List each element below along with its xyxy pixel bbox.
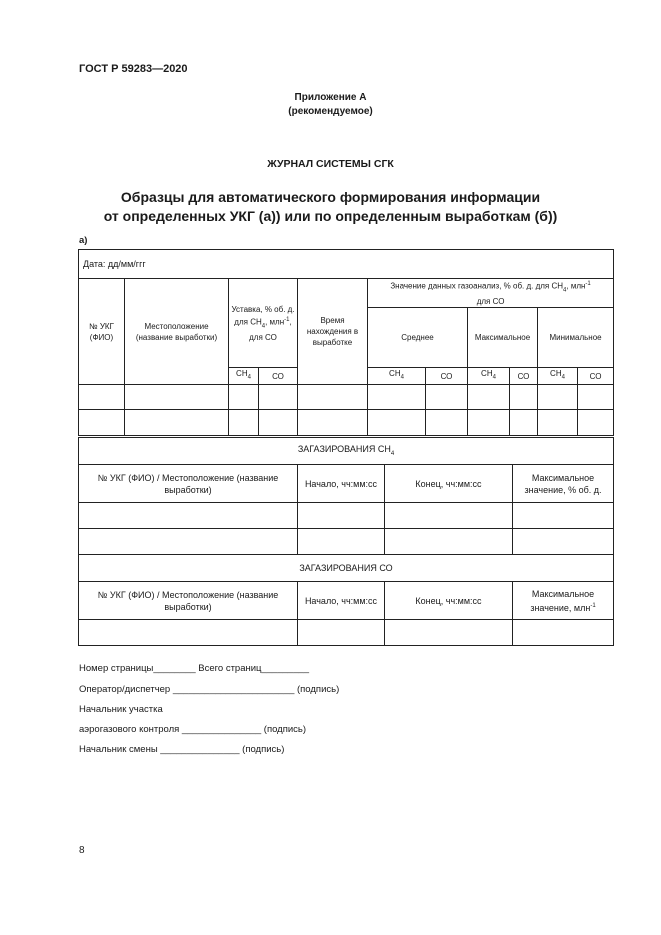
ch4-gassing-table xyxy=(78,437,614,555)
col-max: Максимальное xyxy=(468,308,538,368)
sub-co: СО xyxy=(578,368,614,385)
sub-co: СО xyxy=(259,368,298,385)
sub-ch4: $CH_4$ xyxy=(368,368,426,385)
section-label: а) xyxy=(79,235,88,246)
col-end: Конец, чч:мм:сс xyxy=(385,582,513,620)
standard-number: ГОСТ Р 59283—2020 xyxy=(79,63,188,75)
col-max-value: Максимальное значение, млн$^{-1}$ xyxy=(513,582,614,620)
col-setpoint: Уставка, % об. д. для $CH_4$, млн$^{-1}$, для СО xyxy=(229,279,298,368)
col-min: Минимальное xyxy=(538,308,614,368)
sub-ch4: $CH_4$ xyxy=(468,368,510,385)
col-start: Начало, чч:мм:сс xyxy=(298,582,385,620)
co-gassing-table xyxy=(78,554,614,646)
table-row xyxy=(79,620,614,646)
shift-chief-line: Начальник смены _______________ (подпись) xyxy=(79,744,285,755)
col-ukg-location: № УКГ (ФИО) / Местоположение (название выработки) xyxy=(79,582,298,620)
col-start: Начало, чч:мм:сс xyxy=(298,465,385,503)
col-location: Местоположение (название выработки) xyxy=(125,279,229,385)
sub-ch4: $CH_4$ xyxy=(229,368,259,385)
col-values: Значение данных газоанализ, % об. д. для $CH_4$, млн$^{-1}$ для СО xyxy=(368,279,614,308)
col-average: Среднее xyxy=(368,308,468,368)
page-number: 8 xyxy=(79,845,85,856)
page-count-line: Номер страницы________ Всего страниц_________ xyxy=(79,663,310,674)
col-ukg-location: № УКГ (ФИО) / Местоположение (название выработки) xyxy=(79,465,298,503)
main-title-line1: Образцы для автоматического формирования информации xyxy=(120,189,541,205)
chief-line-1: Начальник участка xyxy=(79,704,163,715)
journal-table xyxy=(78,249,614,436)
sub-co: СО xyxy=(510,368,538,385)
annex-heading xyxy=(0,91,661,119)
chief-line-2: аэрогазового контроля _______________ (подпись) xyxy=(79,724,307,735)
co-title: ЗАГАЗИРОВАНИЯ СО xyxy=(79,555,614,582)
table-row xyxy=(79,410,614,436)
col-ukg: № УКГ (ФИО) xyxy=(79,279,125,385)
sub-co: СО xyxy=(426,368,468,385)
date-row: Дата: дд/мм/ггг xyxy=(79,250,614,279)
col-end: Конец, чч:мм:сс xyxy=(385,465,513,503)
ch4-title: ЗАГАЗИРОВАНИЯ $CH_4$ xyxy=(79,438,614,465)
col-time: Время нахождения в выработке xyxy=(298,279,368,385)
col-max-value: Максимальное значение, % об. д. xyxy=(513,465,614,503)
annex-subtitle: (рекомендуемое) xyxy=(288,106,373,117)
main-title-line2: от определенных УКГ (а)) или по определенным выработкам (б)) xyxy=(103,208,558,224)
journal-title: ЖУРНАЛ СИСТЕМЫ СГК xyxy=(267,158,394,170)
operator-line: Оператор/диспетчер _______________________ (подпись) xyxy=(79,684,340,695)
table-row xyxy=(79,529,614,555)
main-title xyxy=(0,188,661,226)
annex-title: Приложение А xyxy=(294,92,367,103)
sub-ch4: $CH_4$ xyxy=(538,368,578,385)
table-row xyxy=(79,503,614,529)
table-row xyxy=(79,385,614,410)
